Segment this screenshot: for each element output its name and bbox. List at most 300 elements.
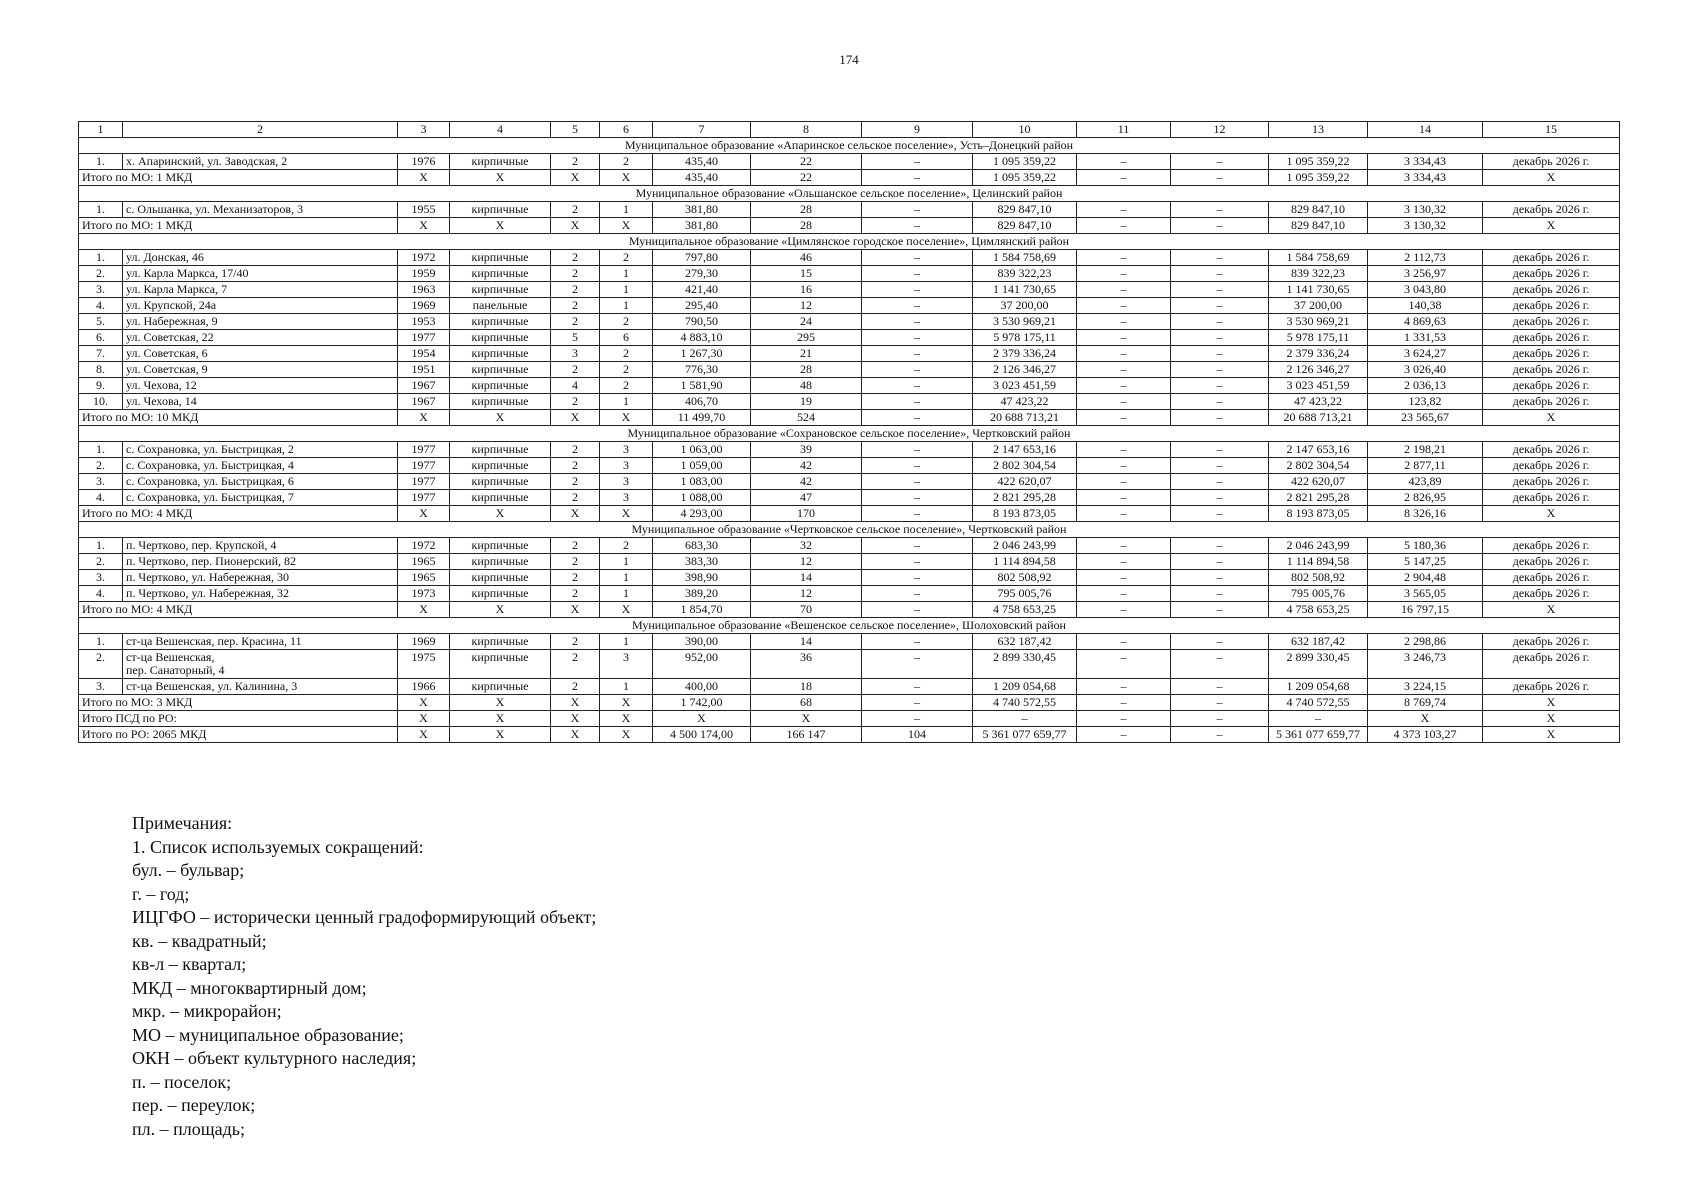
column-number-header: 11 [1077, 122, 1171, 138]
table-cell: – [1077, 250, 1171, 266]
table-cell: 776,30 [653, 362, 751, 378]
column-number-header: 7 [653, 122, 751, 138]
table-cell: декабрь 2026 г. [1483, 554, 1620, 570]
table-cell: 68 [751, 695, 862, 711]
table-cell: 295,40 [653, 298, 751, 314]
table-cell: – [862, 474, 973, 490]
address-cell: ул. Набережная, 9 [123, 314, 398, 330]
table-cell: X [450, 695, 551, 711]
table-cell: 28 [751, 218, 862, 234]
table-cell: 2 [551, 154, 600, 170]
table-cell: 1 083,00 [653, 474, 751, 490]
table-cell: – [1171, 602, 1269, 618]
column-number-header: 4 [450, 122, 551, 138]
table-cell: X [398, 410, 450, 426]
table-row [79, 378, 1620, 394]
table-cell: 3 [600, 474, 653, 490]
table-cell: 2 [600, 538, 653, 554]
table-cell: 279,30 [653, 266, 751, 282]
municipality-section-row [79, 618, 1620, 634]
table-cell: 2 126 346,27 [973, 362, 1077, 378]
table-cell: 1 267,30 [653, 346, 751, 362]
table-cell: 1 [600, 554, 653, 570]
table-cell: – [1077, 394, 1171, 410]
table-cell: – [1171, 554, 1269, 570]
table-cell: 8 193 873,05 [973, 506, 1077, 522]
table-cell: X [600, 506, 653, 522]
table-cell: декабрь 2026 г. [1483, 250, 1620, 266]
table-cell: 47 423,22 [1269, 394, 1368, 410]
column-number-header: 12 [1171, 122, 1269, 138]
table-cell: X [1483, 727, 1620, 743]
table-cell: декабрь 2026 г. [1483, 634, 1620, 650]
municipality-title: Муниципальное образование «Вешенское сельское поселение», Шолоховский район [79, 618, 1620, 634]
table-cell: 2 [551, 202, 600, 218]
grand-total-row [79, 727, 1620, 743]
subtotal-row [79, 506, 1620, 522]
table-row [79, 679, 1620, 695]
table-cell: – [1077, 727, 1171, 743]
table-cell: X [450, 727, 551, 743]
table-cell: – [1171, 695, 1269, 711]
table-cell: X [450, 506, 551, 522]
table-cell: – [862, 314, 973, 330]
column-number-header: 1 [79, 122, 123, 138]
table-cell: 829 847,10 [1269, 218, 1368, 234]
table-cell: 1 141 730,65 [1269, 282, 1368, 298]
table-cell: – [862, 154, 973, 170]
table-cell: 524 [751, 410, 862, 426]
table-cell: 1 [600, 394, 653, 410]
table-cell: 4 869,63 [1368, 314, 1483, 330]
subtotal-label: Итого по МО: 3 МКД [79, 695, 398, 711]
table-cell: 390,00 [653, 634, 751, 650]
table-row [79, 394, 1620, 410]
table-cell: 3 565,05 [1368, 586, 1483, 602]
table-cell: 2 [551, 282, 600, 298]
table-cell: – [1077, 266, 1171, 282]
table-cell: 1. [79, 538, 123, 554]
table-cell: 795 005,76 [1269, 586, 1368, 602]
table-cell: 1 [600, 298, 653, 314]
table-cell: 3 130,32 [1368, 202, 1483, 218]
table-cell: 632 187,42 [1269, 634, 1368, 650]
table-cell: 5 978 175,11 [973, 330, 1077, 346]
table-cell: кирпичные [450, 282, 551, 298]
note-line: мкр. – микрорайон; [132, 1001, 282, 1021]
table-cell: 8 193 873,05 [1269, 506, 1368, 522]
column-number-header: 14 [1368, 122, 1483, 138]
table-cell: 952,00 [653, 650, 751, 679]
table-cell: 2 147 653,16 [1269, 442, 1368, 458]
table-cell: 24 [751, 314, 862, 330]
table-cell: – [1269, 711, 1368, 727]
table-cell: X [398, 695, 450, 711]
table-cell: 170 [751, 506, 862, 522]
table-cell: 1 141 730,65 [973, 282, 1077, 298]
column-number-header: 9 [862, 122, 973, 138]
table-cell: 1. [79, 154, 123, 170]
table-cell: 1976 [398, 154, 450, 170]
table-cell: – [1171, 506, 1269, 522]
table-cell: X [600, 727, 653, 743]
table-cell: 1 [600, 202, 653, 218]
table-cell: – [862, 634, 973, 650]
table-cell: 3 224,15 [1368, 679, 1483, 695]
table-cell: – [1077, 202, 1171, 218]
table-cell: 400,00 [653, 679, 751, 695]
table-cell: – [1171, 154, 1269, 170]
table-cell: 1 088,00 [653, 490, 751, 506]
table-cell: X [551, 410, 600, 426]
table-row [79, 346, 1620, 362]
note-line: ОКН – объект культурного наследия; [132, 1048, 417, 1068]
table-cell: – [1171, 330, 1269, 346]
table-cell: 140,38 [1368, 298, 1483, 314]
address-cell: ул. Советская, 9 [123, 362, 398, 378]
table-cell: 1 209 054,68 [973, 679, 1077, 695]
table-cell: 3 [600, 458, 653, 474]
table-cell: 5 361 077 659,77 [1269, 727, 1368, 743]
table-cell: 1967 [398, 378, 450, 394]
subtotal-row [79, 602, 1620, 618]
table-cell: 2 [551, 586, 600, 602]
table-row [79, 282, 1620, 298]
address-cell: ул. Советская, 6 [123, 346, 398, 362]
table-cell: 2 899 330,45 [1269, 650, 1368, 679]
table-cell: 18 [751, 679, 862, 695]
table-cell: 839 322,23 [973, 266, 1077, 282]
table-cell: – [862, 602, 973, 618]
table-cell: – [1077, 634, 1171, 650]
table-cell: X [551, 727, 600, 743]
table-cell: 2 [551, 314, 600, 330]
table-cell: 1 331,53 [1368, 330, 1483, 346]
address-cell: ул. Донская, 46 [123, 250, 398, 266]
table-cell: 2 [551, 538, 600, 554]
table-cell: кирпичные [450, 330, 551, 346]
table-cell: 28 [751, 202, 862, 218]
table-cell: X [600, 602, 653, 618]
table-cell: 4 [551, 378, 600, 394]
table-cell: 6. [79, 330, 123, 346]
table-cell: 1 114 894,58 [973, 554, 1077, 570]
table-cell: 1. [79, 250, 123, 266]
table-cell: 28 [751, 362, 862, 378]
table-cell: – [862, 330, 973, 346]
table-cell: 1 095 359,22 [973, 154, 1077, 170]
table-cell: 2 [600, 314, 653, 330]
table-cell: 2. [79, 458, 123, 474]
table-cell: – [1077, 602, 1171, 618]
table-cell: 1977 [398, 442, 450, 458]
table-row [79, 362, 1620, 378]
table-cell: 5. [79, 314, 123, 330]
table-row [79, 330, 1620, 346]
municipality-section-row [79, 234, 1620, 250]
table-cell: – [862, 442, 973, 458]
address-cell: с. Сохрановка, ул. Быстрицкая, 6 [123, 474, 398, 490]
table-cell: 802 508,92 [973, 570, 1077, 586]
table-cell: – [862, 282, 973, 298]
address-cell: с. Сохрановка, ул. Быстрицкая, 7 [123, 490, 398, 506]
table-cell: 22 [751, 154, 862, 170]
subtotal-label: Итого по МО: 4 МКД [79, 506, 398, 522]
table-cell: 1. [79, 442, 123, 458]
table-cell: 1972 [398, 538, 450, 554]
table-cell: X [1483, 695, 1620, 711]
table-cell: 421,40 [653, 282, 751, 298]
table-cell: 683,30 [653, 538, 751, 554]
table-cell: – [1077, 554, 1171, 570]
table-cell: – [862, 410, 973, 426]
table-cell: 2 [551, 298, 600, 314]
table-row [79, 298, 1620, 314]
table-cell: 1 [600, 570, 653, 586]
table-cell: – [1171, 394, 1269, 410]
table-cell: 2 [600, 154, 653, 170]
table-cell: X [450, 602, 551, 618]
table-cell: 829 847,10 [973, 218, 1077, 234]
address-cell: с. Сохрановка, ул. Быстрицкая, 4 [123, 458, 398, 474]
column-number-header: 8 [751, 122, 862, 138]
table-cell: 2 [551, 679, 600, 695]
table-cell: 5 [551, 330, 600, 346]
table-cell: X [1483, 218, 1620, 234]
table-cell: 2 [551, 250, 600, 266]
table-cell: 1 063,00 [653, 442, 751, 458]
table-cell: кирпичные [450, 346, 551, 362]
subtotal-row [79, 410, 1620, 426]
table-cell: 2 [551, 634, 600, 650]
table-cell: 1954 [398, 346, 450, 362]
column-number-header: 15 [1483, 122, 1620, 138]
table-cell: 3 246,73 [1368, 650, 1483, 679]
table-cell: 790,50 [653, 314, 751, 330]
table-row [79, 554, 1620, 570]
table-cell: 435,40 [653, 170, 751, 186]
table-cell: 1. [79, 202, 123, 218]
table-cell: 48 [751, 378, 862, 394]
table-cell: кирпичные [450, 394, 551, 410]
table-cell: 1 [600, 634, 653, 650]
note-line: п. – поселок; [132, 1071, 232, 1092]
table-cell: 1975 [398, 650, 450, 679]
table-cell: 2 198,21 [1368, 442, 1483, 458]
municipality-title: Муниципальное образование «Сохрановское сельское поселение», Чертковский район [79, 426, 1620, 442]
table-cell: – [1171, 711, 1269, 727]
table-cell: – [1077, 695, 1171, 711]
table-cell: X [398, 218, 450, 234]
table-cell: 12 [751, 586, 862, 602]
table-cell: 4 740 572,55 [973, 695, 1077, 711]
note-line: г. – год; [132, 883, 190, 904]
table-cell: 1 742,00 [653, 695, 751, 711]
grand-total-row [79, 711, 1620, 727]
note-line: ИЦГФО – исторически ценный градоформирующий объект; [132, 907, 597, 927]
subtotal-row [79, 218, 1620, 234]
table-cell: – [1171, 218, 1269, 234]
address-cell: ст-ца Вешенская, пер. Санаторный, 4 [123, 650, 398, 679]
table-cell: 1 584 758,69 [1269, 250, 1368, 266]
table-cell: 2 [551, 442, 600, 458]
table-cell: кирпичные [450, 538, 551, 554]
table-cell: декабрь 2026 г. [1483, 679, 1620, 695]
table-cell: 3 026,40 [1368, 362, 1483, 378]
table-cell: 1. [79, 634, 123, 650]
table-cell: – [862, 250, 973, 266]
table-cell: 9. [79, 378, 123, 394]
table-cell: 829 847,10 [973, 202, 1077, 218]
table-cell: 16 [751, 282, 862, 298]
table-cell: – [973, 711, 1077, 727]
table-cell: – [1077, 346, 1171, 362]
table-cell: – [1171, 538, 1269, 554]
table-cell: X [398, 506, 450, 522]
table-cell: – [1171, 442, 1269, 458]
table-cell: 8 326,16 [1368, 506, 1483, 522]
column-number-header: 5 [551, 122, 600, 138]
municipality-section-row [79, 522, 1620, 538]
table-cell: декабрь 2026 г. [1483, 298, 1620, 314]
table-cell: 2 036,13 [1368, 378, 1483, 394]
table-cell: 3. [79, 474, 123, 490]
table-cell: – [862, 554, 973, 570]
table-cell: 8 769,74 [1368, 695, 1483, 711]
table-cell: 2 [600, 362, 653, 378]
table-cell: 1967 [398, 394, 450, 410]
table-cell: декабрь 2026 г. [1483, 282, 1620, 298]
table-cell: – [862, 458, 973, 474]
address-cell: х. Апаринский, ул. Заводская, 2 [123, 154, 398, 170]
table-cell: 8. [79, 362, 123, 378]
table-cell: 3. [79, 679, 123, 695]
table-cell: 2 [551, 458, 600, 474]
table-cell: X [450, 170, 551, 186]
table-cell: декабрь 2026 г. [1483, 202, 1620, 218]
table-cell: – [1171, 314, 1269, 330]
table-cell: – [862, 266, 973, 282]
table-cell: – [1077, 538, 1171, 554]
table-cell: 4 740 572,55 [1269, 695, 1368, 711]
address-cell: ул. Карла Маркса, 7 [123, 282, 398, 298]
address-cell: ул. Советская, 22 [123, 330, 398, 346]
table-cell: 1 095 359,22 [973, 170, 1077, 186]
table-cell: – [1077, 282, 1171, 298]
table-cell: 4 883,10 [653, 330, 751, 346]
table-cell: 1 209 054,68 [1269, 679, 1368, 695]
table-cell: – [1171, 266, 1269, 282]
column-number-header: 13 [1269, 122, 1368, 138]
table-cell: 2 [600, 346, 653, 362]
table-cell: 2 [600, 378, 653, 394]
table-cell: 1973 [398, 586, 450, 602]
notes-heading: Примечания: [132, 813, 233, 833]
table-cell: – [1171, 586, 1269, 602]
address-cell: п. Чертково, пер. Пионерский, 82 [123, 554, 398, 570]
table-cell: – [862, 394, 973, 410]
table-cell: – [1171, 202, 1269, 218]
table-cell: – [862, 506, 973, 522]
address-cell: с. Сохрановка, ул. Быстрицкая, 2 [123, 442, 398, 458]
column-number-header: 10 [973, 122, 1077, 138]
table-cell: – [862, 695, 973, 711]
table-row [79, 250, 1620, 266]
page-number: 174 [839, 52, 859, 67]
table-cell: – [1077, 458, 1171, 474]
table-cell: 2 826,95 [1368, 490, 1483, 506]
table-cell: – [862, 362, 973, 378]
table-cell: 3 530 969,21 [973, 314, 1077, 330]
table-cell: 16 797,15 [1368, 602, 1483, 618]
table-cell: – [1077, 506, 1171, 522]
table-cell: 5 147,25 [1368, 554, 1483, 570]
table-cell: 123,82 [1368, 394, 1483, 410]
table-body [79, 122, 1620, 743]
table-cell: 10. [79, 394, 123, 410]
table-cell: 166 147 [751, 727, 862, 743]
table-cell: – [1171, 570, 1269, 586]
table-cell: декабрь 2026 г. [1483, 266, 1620, 282]
table-cell: X [1483, 170, 1620, 186]
table-cell: 4. [79, 490, 123, 506]
table-cell: кирпичные [450, 490, 551, 506]
table-cell: 19 [751, 394, 862, 410]
table-cell: 20 688 713,21 [1269, 410, 1368, 426]
table-cell: – [1171, 458, 1269, 474]
table-cell: 2 904,48 [1368, 570, 1483, 586]
table-cell: 2 899 330,45 [973, 650, 1077, 679]
table-cell: кирпичные [450, 154, 551, 170]
table-cell: декабрь 2026 г. [1483, 570, 1620, 586]
table-cell: X [551, 602, 600, 618]
table-cell: – [862, 586, 973, 602]
table-cell: – [1171, 410, 1269, 426]
table-cell: 795 005,76 [973, 586, 1077, 602]
subtotal-label: Итого по МО: 1 МКД [79, 170, 398, 186]
table-cell: – [1171, 362, 1269, 378]
table-cell: – [1077, 218, 1171, 234]
table-cell: X [1483, 711, 1620, 727]
table-cell: декабрь 2026 г. [1483, 378, 1620, 394]
table-cell: X [551, 711, 600, 727]
grand-total-label: Итого по РО: 2065 МКД [79, 727, 398, 743]
table-cell: – [1171, 282, 1269, 298]
table-cell: 1977 [398, 490, 450, 506]
table-cell: 1966 [398, 679, 450, 695]
table-cell: 70 [751, 602, 862, 618]
table-cell: X [600, 695, 653, 711]
table-cell: X [398, 602, 450, 618]
table-cell: 1 059,00 [653, 458, 751, 474]
housing-table-container [78, 121, 1619, 743]
column-number-header: 3 [398, 122, 450, 138]
table-cell: 36 [751, 650, 862, 679]
table-cell: 3 130,32 [1368, 218, 1483, 234]
table-cell: – [1077, 586, 1171, 602]
table-cell: 3 023 451,59 [1269, 378, 1368, 394]
table-cell: 5 180,36 [1368, 538, 1483, 554]
table-row [79, 570, 1620, 586]
subtotal-row [79, 695, 1620, 711]
table-cell: – [1171, 378, 1269, 394]
table-cell: 42 [751, 474, 862, 490]
note-line: пл. – площадь; [132, 1118, 245, 1139]
table-cell: 3. [79, 570, 123, 586]
table-cell: X [450, 711, 551, 727]
table-cell: 47 423,22 [973, 394, 1077, 410]
table-cell: – [862, 538, 973, 554]
